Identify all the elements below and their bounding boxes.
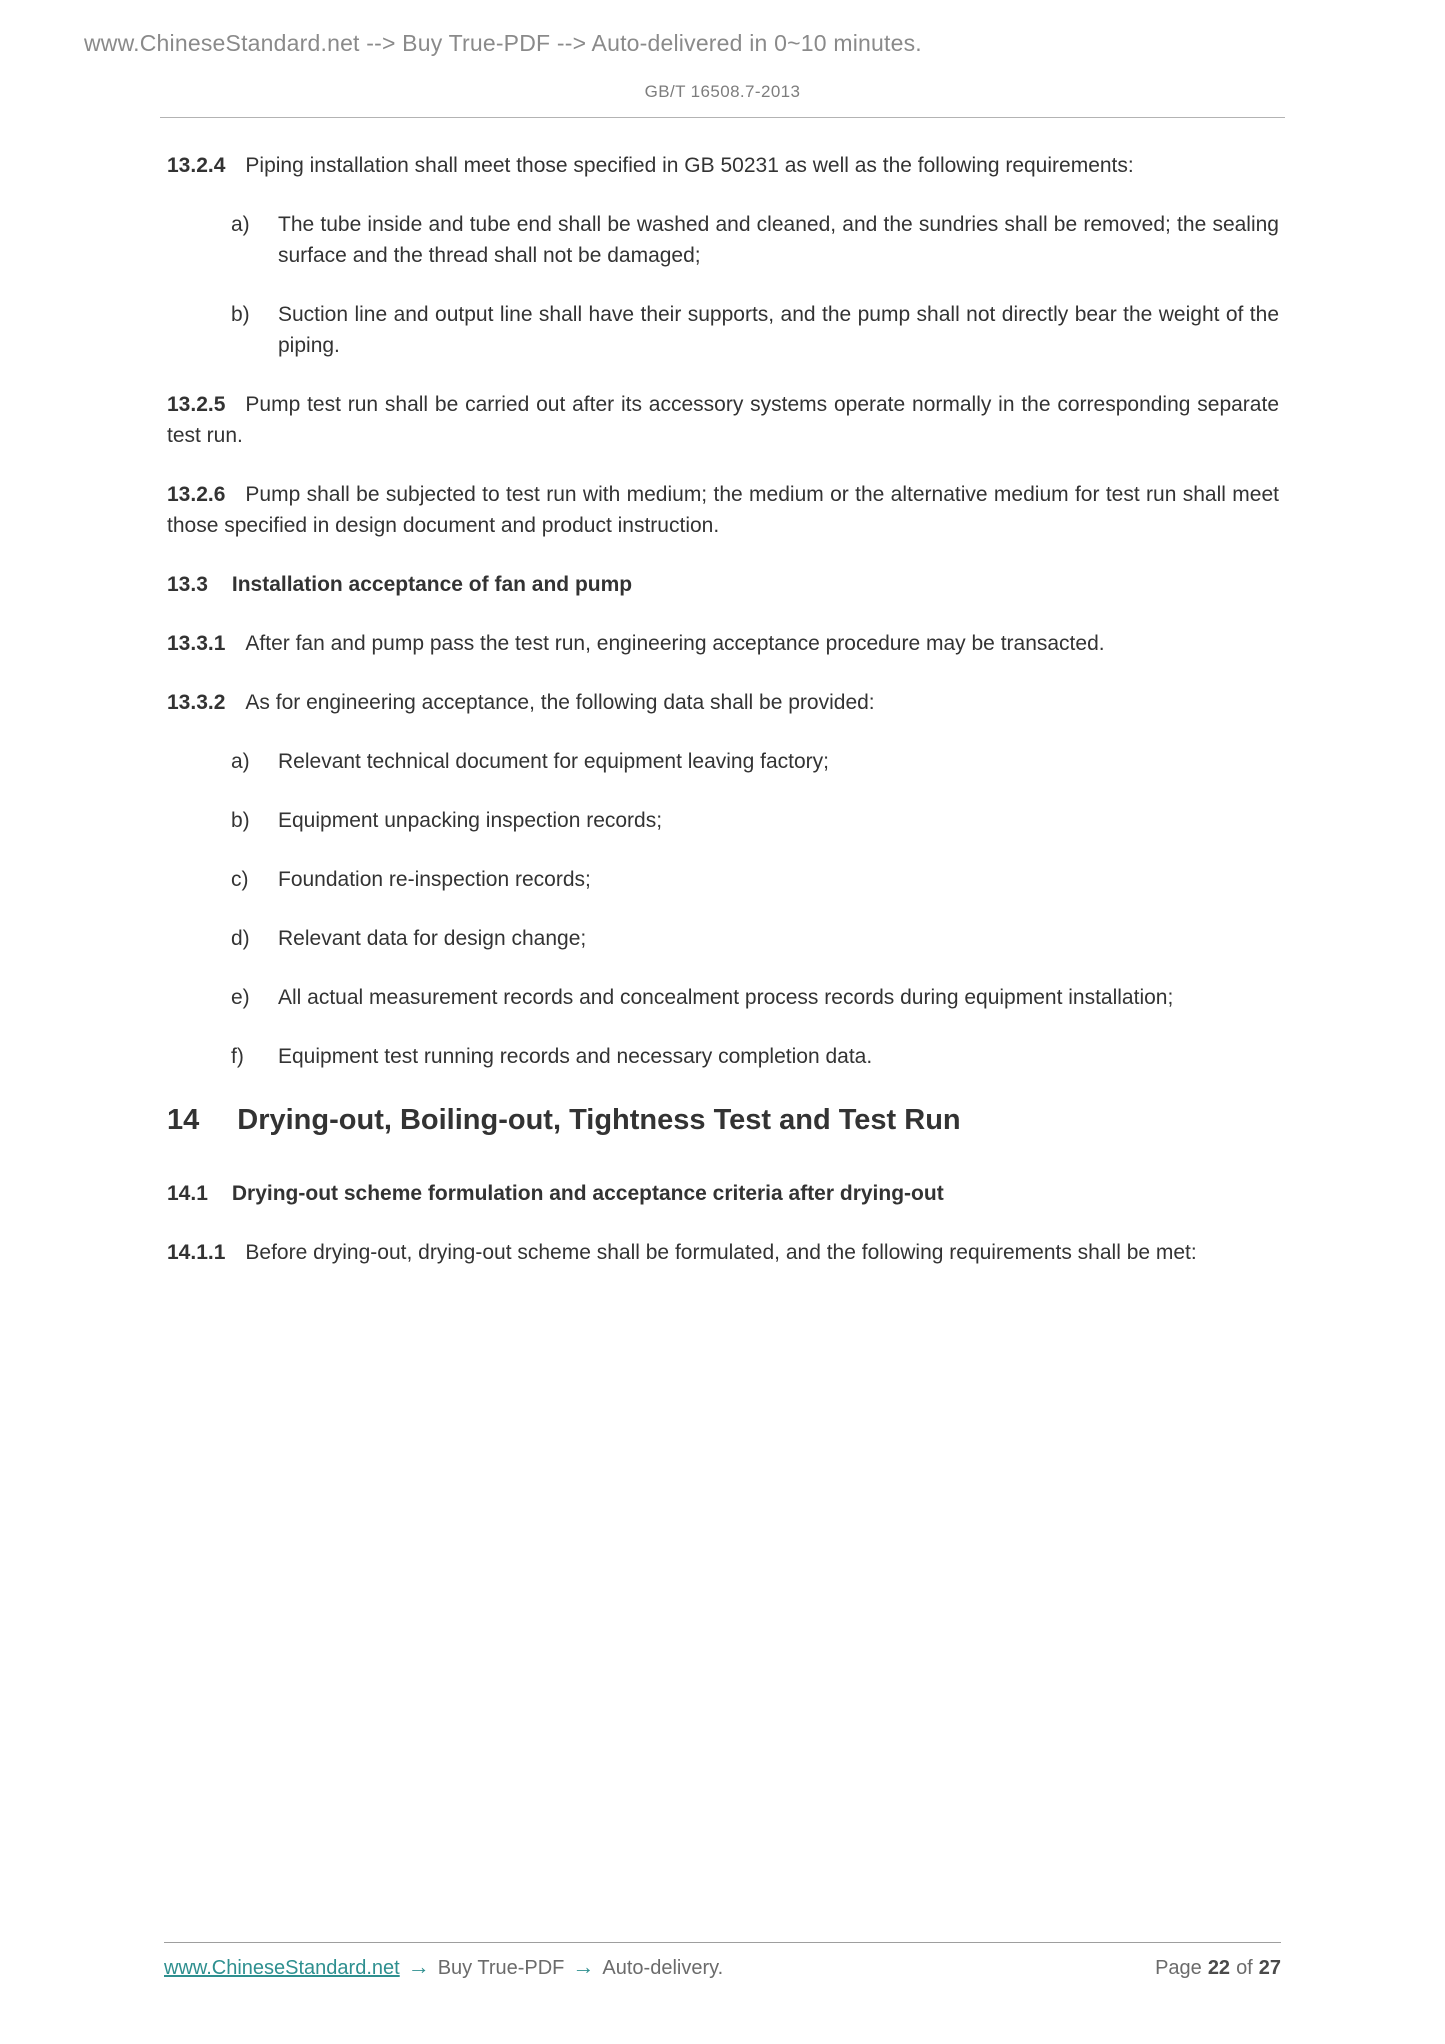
page-of-label: of (1236, 1957, 1253, 1979)
page-indicator (1155, 1957, 1281, 1980)
list-item-label: a) (231, 750, 250, 773)
list-item-label: f) (231, 1045, 244, 1068)
section-number: 13.3 (167, 573, 208, 596)
list-item-f (167, 1041, 1279, 1072)
header-banner: www.ChineseStandard.net --> Buy True-PDF --> Auto-delivered in 0~10 minutes. (84, 30, 922, 56)
document-body (167, 150, 1279, 1296)
clause-text: Before drying-out, drying-out scheme shall be formulated, and the following requirements shall be met: (245, 1241, 1197, 1264)
clause-13-3-1 (167, 628, 1279, 659)
list-item-b (167, 805, 1279, 836)
list-item-label: a) (231, 213, 250, 236)
list-item-b (167, 299, 1279, 361)
section-13-3-heading (167, 569, 1279, 600)
list-item-text: The tube inside and tube end shall be washed and cleaned, and the sundries shall be removed; the sealing surface and the thread shall not be damaged; (278, 213, 1279, 267)
footer-delivery-label: Auto-delivery. (602, 1957, 724, 1979)
section-title: Drying-out scheme formulation and acceptance criteria after drying-out (231, 1182, 944, 1205)
list-item-label: e) (231, 986, 250, 1009)
footer-buy-label: Buy True-PDF (437, 1957, 565, 1979)
page-footer (164, 1942, 1281, 1980)
page-total: 27 (1258, 1957, 1281, 1979)
clause-number: 13.2.4 (167, 154, 226, 177)
clause-number: 13.2.5 (167, 393, 226, 416)
header-divider (160, 117, 1285, 118)
list-item-label: b) (231, 809, 250, 832)
page-current: 22 (1207, 1957, 1231, 1979)
clause-number: 13.3.2 (167, 691, 226, 714)
list-item-text: Suction line and output line shall have their supports, and the pump shall not directly bear the weight of the piping. (278, 303, 1279, 357)
doc-number: GB/T 16508.7-2013 (644, 82, 801, 101)
list-item-d (167, 923, 1279, 954)
arrow-right-icon: → (572, 1954, 595, 1979)
clause-14-1-1 (167, 1237, 1279, 1268)
list-item-c (167, 864, 1279, 895)
list-item-text: Equipment unpacking inspection records; (278, 809, 663, 832)
clause-13-2-6 (167, 479, 1279, 541)
section-number: 14.1 (167, 1182, 208, 1205)
list-item-a (167, 209, 1279, 271)
chapter-title: Drying-out, Boiling-out, Tightness Test and Test Run (237, 1104, 961, 1136)
clause-text: Piping installation shall meet those specified in GB 50231 as well as the following requirements: (245, 154, 1134, 177)
list-item-e (167, 982, 1279, 1013)
clause-text: Pump shall be subjected to test run with medium; the medium or the alternative medium for test run shall meet those specified in design document and product instruction. (167, 483, 1279, 537)
clause-13-2-5 (167, 389, 1279, 451)
list-item-text: All actual measurement records and concealment process records during equipment installation; (278, 986, 1174, 1009)
clause-number: 13.2.6 (167, 483, 226, 506)
list-item-a (167, 746, 1279, 777)
clause-number: 14.1.1 (167, 1241, 226, 1264)
list-item-label: d) (231, 927, 250, 950)
clause-text: After fan and pump pass the test run, engineering acceptance procedure may be transacted. (245, 632, 1105, 655)
list-item-label: c) (231, 868, 249, 891)
clause-number: 13.3.1 (167, 632, 226, 655)
list-item-text: Relevant technical document for equipment leaving factory; (278, 750, 829, 773)
section-title: Installation acceptance of fan and pump (231, 573, 633, 596)
list-item-text: Foundation re-inspection records; (278, 868, 591, 891)
list-item-text: Equipment test running records and necessary completion data. (278, 1045, 873, 1068)
clause-text: As for engineering acceptance, the following data shall be provided: (245, 691, 875, 714)
section-14-heading (167, 1100, 1279, 1140)
list-item-text: Relevant data for design change; (278, 927, 587, 950)
section-14-1-heading (167, 1178, 1279, 1209)
clause-13-2-4 (167, 150, 1279, 181)
page-label: Page (1155, 1957, 1202, 1979)
footer-site-link[interactable]: www.ChineseStandard.net (164, 1957, 400, 1979)
arrow-right-icon: → (407, 1954, 430, 1979)
clause-13-3-2 (167, 687, 1279, 718)
clause-text: Pump test run shall be carried out after its accessory systems operate normally in the corresponding separate test run. (167, 393, 1279, 447)
list-item-label: b) (231, 303, 250, 326)
chapter-number: 14 (167, 1104, 200, 1136)
footer-promo (164, 1954, 723, 1980)
